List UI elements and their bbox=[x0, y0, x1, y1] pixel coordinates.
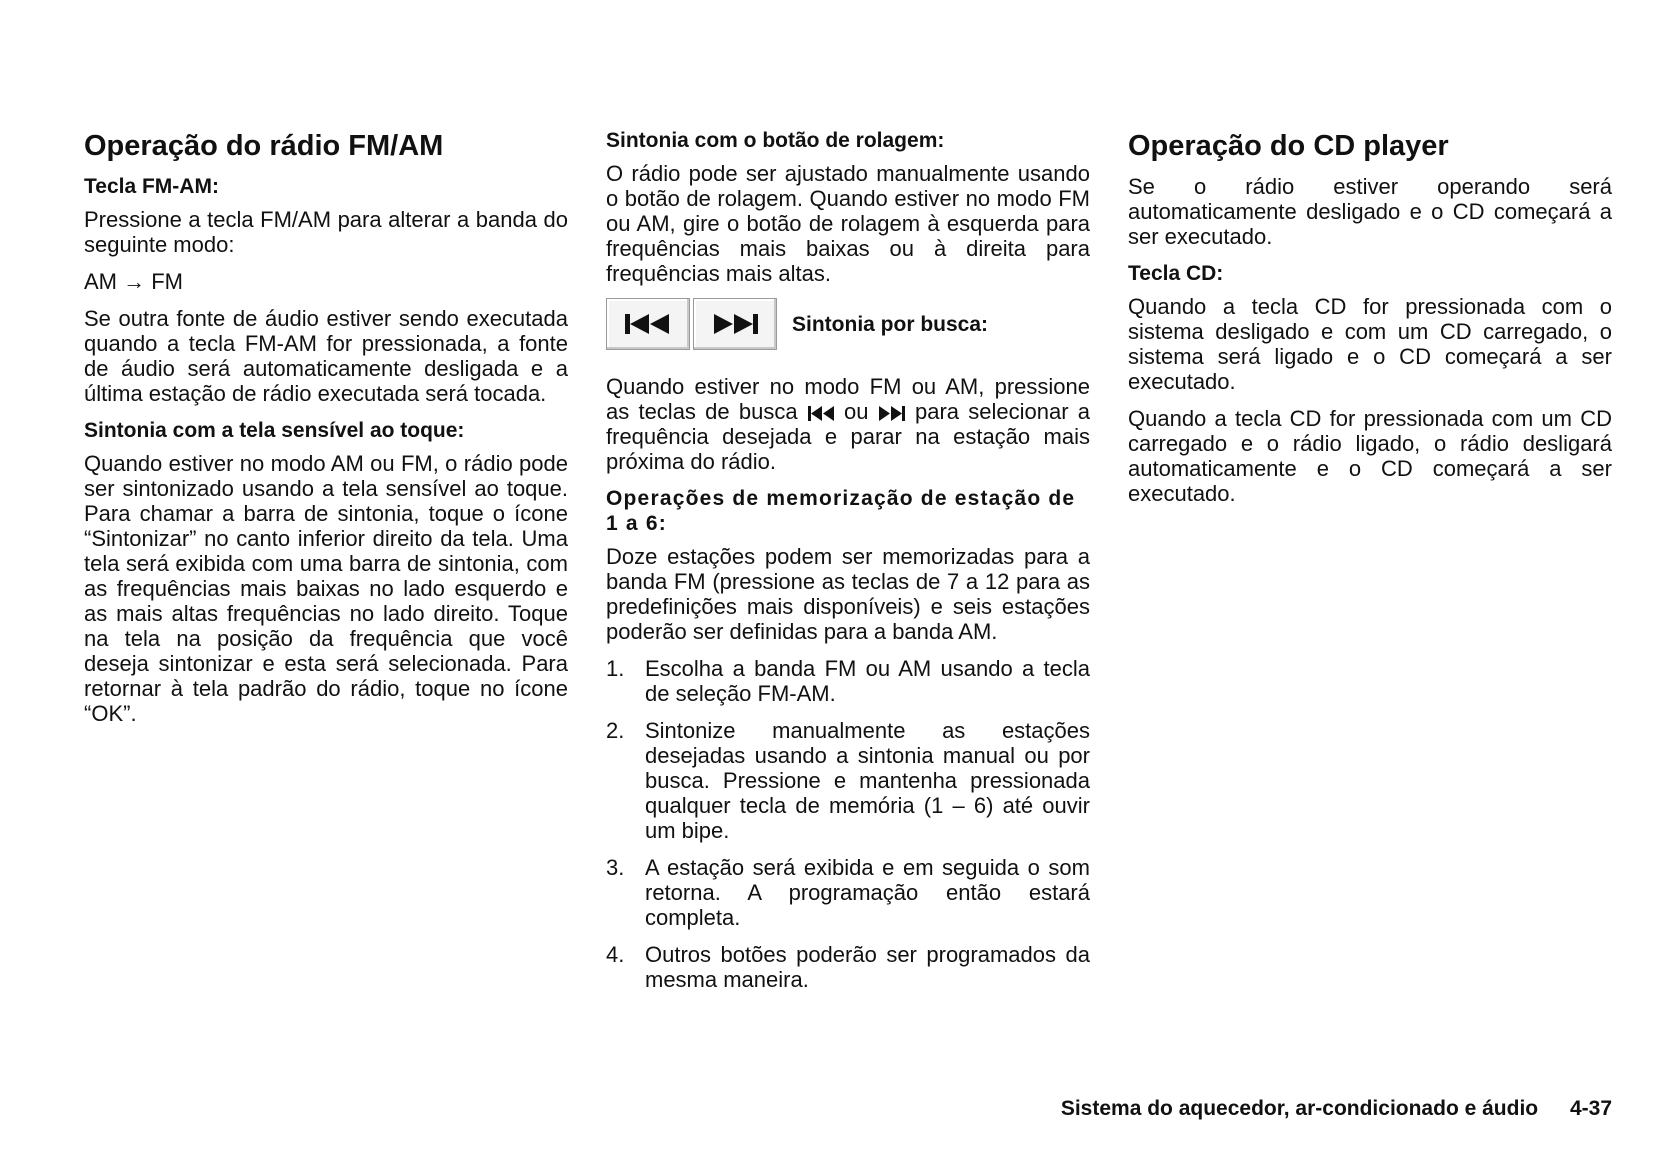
step-text: Outros botões poderão ser programados da mesma maneira. bbox=[645, 942, 1090, 992]
column-tuning bbox=[606, 128, 1090, 1004]
memory-steps-list bbox=[606, 656, 1090, 992]
paragraph-fmam-mode: AM → FM bbox=[84, 269, 183, 294]
paragraph-cd-intro: Se o rádio estiver operando será automaticamente desligado e o CD começará a ser executado. bbox=[1128, 174, 1612, 249]
paragraph-seek-tuning bbox=[606, 374, 1090, 474]
heading-memory-presets: Operações de memorização de estação de 1 a 6: bbox=[606, 487, 1076, 535]
list-item bbox=[606, 855, 1090, 930]
seek-forward-icon bbox=[710, 312, 760, 336]
heading-seek-tuning: Sintonia por busca: bbox=[792, 312, 989, 336]
page-number: 4-37 bbox=[1569, 1097, 1612, 1120]
step-number: 2. bbox=[606, 718, 625, 743]
step-number: 3. bbox=[606, 855, 625, 880]
footer-section-title: Sistema do aquecedor, ar-condicionado e áudio bbox=[1060, 1097, 1539, 1120]
paragraph-fmam-other-source: Se outra fonte de áudio estiver sendo executada quando a tecla FM-AM for pressionada, a fonte de áudio será automaticamente desligada e a última estação de rádio executada será tocada. bbox=[84, 306, 568, 406]
step-number: 1. bbox=[606, 656, 625, 681]
list-item bbox=[606, 656, 1090, 706]
seek-forward-inline-icon bbox=[878, 405, 906, 422]
column-radio-fmam bbox=[84, 128, 568, 738]
paragraph-cd-radio-on: Quando a tecla CD for pressionada com um CD carregado e o rádio ligado, o rádio desligará automaticamente e o CD começará a ser executado. bbox=[1128, 406, 1612, 506]
paragraph-scroll-tuning: O rádio pode ser ajustado manualmente usando o botão de rolagem. Quando estiver no modo FM ou AM, gire o botão de rolagem à esquerda para frequências mais baixas ou à direita para frequências mais altas. bbox=[606, 161, 1090, 286]
heading-fmam-key: Tecla FM-AM: bbox=[84, 175, 219, 198]
section-title-radio: Operação do rádio FM/AM bbox=[84, 130, 444, 162]
seek-text-part-c: para selecionar a frequência desejada e parar na estação mais próxima do rádio. bbox=[606, 399, 1090, 474]
seek-text-part-a: Quando estiver no modo FM ou AM, pressione as teclas de busca bbox=[606, 374, 1090, 424]
paragraph-cd-system-off: Quando a tecla CD for pressionada com o sistema desligado e com um CD carregado, o sistema será ligado e o CD começará a ser executado. bbox=[1128, 294, 1612, 394]
step-text: A estação será exibida e em seguida o som retorna. A programação então estará completa. bbox=[645, 855, 1090, 930]
step-text: Sintonize manualmente as estações desejadas usando a sintonia manual ou por busca. Pressione e mantenha pressionada qualquer tecla de memória (1 – 6) até ouvir um bipe. bbox=[645, 718, 1090, 843]
seek-buttons-row bbox=[606, 298, 1090, 350]
heading-touch-tuning: Sintonia com a tela sensível ao toque: bbox=[84, 419, 465, 442]
paragraph-touch-tuning: Quando estiver no modo AM ou FM, o rádio pode ser sintonizado usando a tela sensível ao toque. Para chamar a barra de sintonia, toque o ícone “Sintonizar” no canto inferior direito da tela. Uma tela será exibida com uma barra de sintonia, com as frequências mais baixas no lado esquerdo e as mais altas frequências no lado direito. Toque na tela na posição da frequência que você deseja sintonizar e esta será selecionada. Para retornar à tela padrão do rádio, toque no ícone “OK”. bbox=[84, 451, 568, 726]
list-item bbox=[606, 718, 1090, 843]
seek-forward-button bbox=[693, 298, 777, 350]
section-title-cd: Operação do CD player bbox=[1128, 130, 1449, 162]
seek-text-part-b: ou bbox=[844, 399, 869, 424]
column-cd-player bbox=[1128, 128, 1612, 518]
page-footer bbox=[1061, 1096, 1612, 1122]
step-text: Escolha a banda FM ou AM usando a tecla de seleção FM-AM. bbox=[645, 656, 1090, 706]
seek-back-button bbox=[606, 298, 690, 350]
seek-back-inline-icon bbox=[807, 405, 835, 422]
step-number: 4. bbox=[606, 942, 625, 967]
paragraph-fmam-intro: Pressione a tecla FM/AM para alterar a banda do seguinte modo: bbox=[84, 207, 568, 257]
list-item bbox=[606, 942, 1090, 992]
seek-back-icon bbox=[623, 312, 673, 336]
heading-scroll-tuning: Sintonia com o botão de rolagem: bbox=[606, 129, 945, 152]
heading-cd-key: Tecla CD: bbox=[1128, 262, 1224, 285]
paragraph-memory-presets: Doze estações podem ser memorizadas para a banda FM (pressione as teclas de 7 a 12 para as predefinições mais disponíveis) e seis estações poderão ser definidas para a banda AM. bbox=[606, 544, 1090, 644]
